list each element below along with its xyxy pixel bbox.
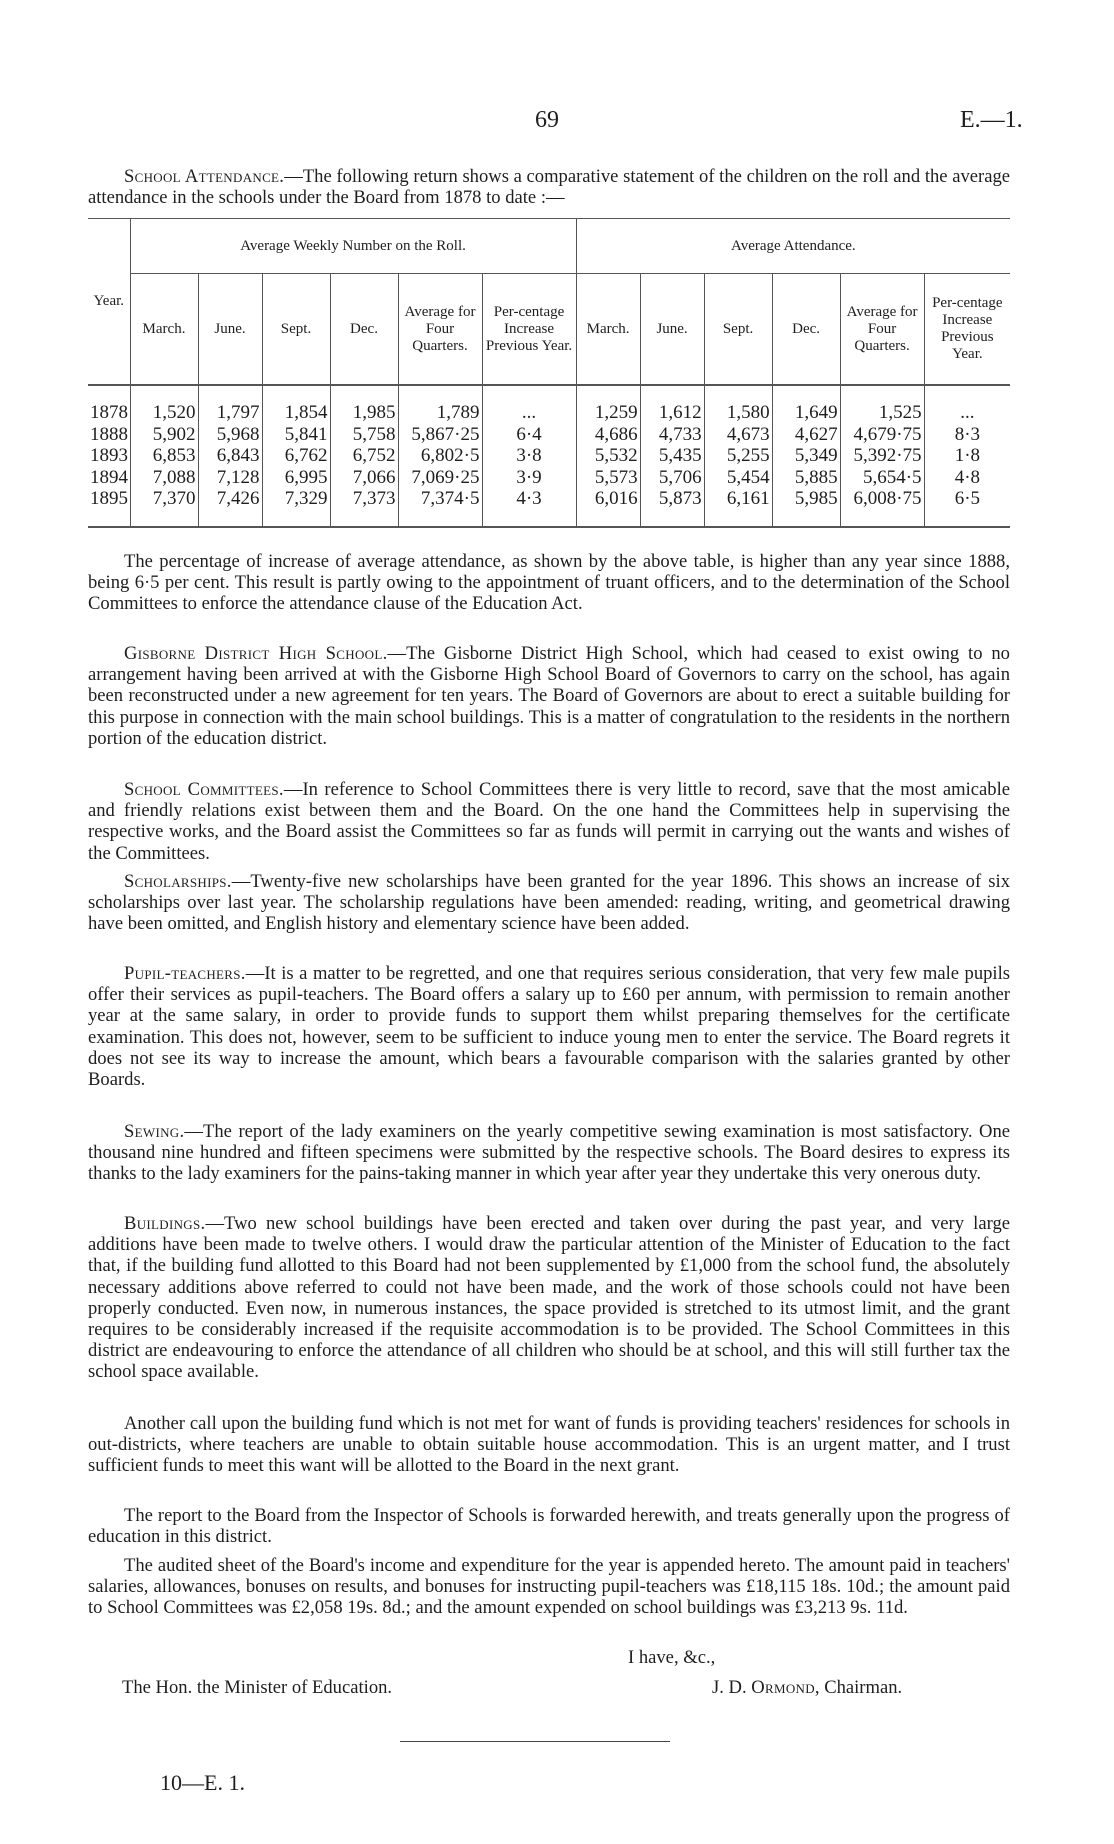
cell: 6,016 xyxy=(576,488,640,527)
table-row xyxy=(88,385,1010,424)
att-col-percentage: Per-centage Increase Previous Year. xyxy=(924,274,1010,386)
year-header: Year. xyxy=(88,219,130,386)
cell: 5,902 xyxy=(130,424,198,446)
cell: 4·8 xyxy=(924,467,1010,489)
cell: 5,841 xyxy=(262,424,330,446)
school-attendance-paragraph xyxy=(88,166,1010,208)
cell: 5,867·25 xyxy=(398,424,482,446)
scholarships-paragraph xyxy=(88,871,1010,935)
signature-initials: J. D. xyxy=(712,1677,747,1698)
cell: 1,789 xyxy=(398,385,482,424)
cell: 4,679·75 xyxy=(840,424,924,446)
cell: 4,733 xyxy=(640,424,704,446)
cell: 5,706 xyxy=(640,467,704,489)
cell: 5,885 xyxy=(772,467,840,489)
cell: 7,128 xyxy=(198,467,262,489)
cell: 7,373 xyxy=(330,488,398,527)
cell: 6·5 xyxy=(924,488,1010,527)
table-row xyxy=(88,445,1010,467)
signature xyxy=(712,1677,1012,1698)
cell-year: 1893 xyxy=(90,445,128,466)
cell: 3·8 xyxy=(482,445,576,467)
attendance-group-header: Average Attendance. xyxy=(576,219,1010,274)
another-call-paragraph: Another call upon the building fund which is not met for want of funds is providing teachers' residences for schools in out-districts, where teachers are unable to obtain suitable house accommodation. This is an urgent matter, and I trust sufficient funds to meet this want will be allotted to the Board in the next grant. xyxy=(88,1413,1010,1477)
table-row xyxy=(88,467,1010,489)
cell-year: 1878 xyxy=(90,402,128,423)
cell: 1·8 xyxy=(924,445,1010,467)
cell: 5,573 xyxy=(576,467,640,489)
cell: 7,088 xyxy=(130,467,198,489)
scholarships-heading: Scholarships. xyxy=(124,871,232,892)
cell: 8·3 xyxy=(924,424,1010,446)
sewing-paragraph xyxy=(88,1121,1010,1185)
att-col-march: March. xyxy=(576,274,640,386)
school-attendance-heading: School Attendance. xyxy=(124,166,285,187)
addressee: The Hon. the Minister of Education. xyxy=(122,1677,393,1698)
cell-year: 1895 xyxy=(90,488,128,509)
cell: 5,532 xyxy=(576,445,640,467)
cell: 1,854 xyxy=(262,385,330,424)
cell: 7,066 xyxy=(330,467,398,489)
cell: 6,802·5 xyxy=(398,445,482,467)
cell: 1,259 xyxy=(576,385,640,424)
closing-salutation: I have, &c., xyxy=(628,1647,716,1668)
att-col-dec: Dec. xyxy=(772,274,840,386)
gisborne-paragraph xyxy=(88,643,1010,749)
cell: 6,752 xyxy=(330,445,398,467)
cell: 6,843 xyxy=(198,445,262,467)
cell: 5,758 xyxy=(330,424,398,446)
table-row xyxy=(88,424,1010,446)
buildings-text: —Two new school buildings have been erected and taken over during the past year, and very large additions have been made to twelve others. I would draw the particular attention of the Minister of Education to the fact that, if the building fund allotted to this Board had not been supplemented by £1,000 from the school fund, the absolutely necessary additions above referred to could not have been made, and the work of those schools could not have been properly conducted. Even now, in numerous instances, the space provided is stretched to its utmost limit, and the grant requires to be considerably increased if the requisite accommodation is to be provided. The School Committees in this district are endeavouring to enforce the attendance of all children who should be at school, and this will still further tax the school space available. xyxy=(88,1213,1010,1383)
cell: 5,968 xyxy=(198,424,262,446)
attendance-table xyxy=(88,218,1010,528)
signature-title: , Chairman. xyxy=(814,1677,903,1698)
cell: 7,069·25 xyxy=(398,467,482,489)
increase-paragraph: The percentage of increase of average attendance, as shown by the above table, is higher than any year since 1888, being 6·5 per cent. This result is partly owing to the appointment of truant officers, and to the determination of the School Committees to enforce the attendance clause of the Education Act. xyxy=(88,551,1010,615)
cell: 1,985 xyxy=(330,385,398,424)
signature-name: Ormond xyxy=(751,1677,815,1698)
inspector-report-paragraph: The report to the Board from the Inspector of Schools is forwarded herewith, and treats generally upon the progress of education in this district. xyxy=(88,1505,1010,1548)
roll-col-sept: Sept. xyxy=(262,274,330,386)
footer-divider xyxy=(400,1741,670,1742)
cell: 1,525 xyxy=(840,385,924,424)
roll-col-march: March. xyxy=(130,274,198,386)
cell: 5,392·75 xyxy=(840,445,924,467)
sewing-text: —The report of the lady examiners on the yearly competitive sewing examination is most satisfactory. One thousand nine hundred and fifteen specimens were submitted by the respective schools. The Board desires to express its thanks to the lady examiners for the pains-taking manner in which year after year they undertake this very onerous duty. xyxy=(88,1121,1010,1185)
cell: 1,797 xyxy=(198,385,262,424)
footer-signature-mark: 10—E. 1. xyxy=(160,1770,245,1795)
cell: 5,454 xyxy=(704,467,772,489)
cell: ... xyxy=(924,385,1010,424)
roll-col-percentage: Per-centage Increase Previous Year. xyxy=(482,274,576,386)
cell: 5,654·5 xyxy=(840,467,924,489)
pupil-teachers-text: —It is a matter to be regretted, and one that requires serious consideration, that very few male pupils offer their services as pupil-teachers. The Board offers a salary up to £60 per annum, with permission to remain another year at the same salary, in order to provide funds to support them whilst preparing themselves for the certificate examination. This does not, however, seem to be sufficient to induce young men to enter the service. The Board regrets it does not see its way to increase the amount, which bears a favourable comparison with the salaries granted by other Boards. xyxy=(88,963,1010,1091)
cell: 7,426 xyxy=(198,488,262,527)
series-label: E.—1. xyxy=(960,107,1023,133)
cell: 6,161 xyxy=(704,488,772,527)
cell: 1,649 xyxy=(772,385,840,424)
buildings-paragraph xyxy=(88,1213,1010,1383)
cell: 1,520 xyxy=(130,385,198,424)
cell: 5,985 xyxy=(772,488,840,527)
page-number: 69 xyxy=(535,107,559,133)
cell-year: 1888 xyxy=(90,423,128,445)
sewing-heading: Sewing. xyxy=(124,1121,185,1142)
cell: 6,995 xyxy=(262,467,330,489)
cell-year: 1894 xyxy=(90,466,128,488)
cell: 7,329 xyxy=(262,488,330,527)
gisborne-heading: Gisborne District High School. xyxy=(124,643,388,664)
cell: 1,612 xyxy=(640,385,704,424)
cell: 4,627 xyxy=(772,424,840,446)
cell: 6,762 xyxy=(262,445,330,467)
cell: 7,370 xyxy=(130,488,198,527)
buildings-heading: Buildings. xyxy=(124,1213,206,1234)
cell: 6,008·75 xyxy=(840,488,924,527)
gisborne-text: —The Gisborne District High School, which had ceased to exist owing to no arrangement having been arrived at with the Gisborne High School Board of Governors to carry on the school, has again been reconstructed under a new agreement for ten years. The Board of Governors are about to erect a suitable building for this purpose in connection with the main school buildings. This is a matter of congratulation to the residents in the northern portion of the education district. xyxy=(88,643,1010,749)
cell: 7,374·5 xyxy=(398,488,482,527)
scholarships-text: —Twenty-five new scholarships have been granted for the year 1896. This shows an increase of six scholarships over last year. The scholarship regulations have been amended: reading, writing, and geometrical drawing have been omitted, and English history and elementary science have been added. xyxy=(88,871,1010,935)
cell: 6,853 xyxy=(130,445,198,467)
committees-paragraph xyxy=(88,779,1010,864)
school-attendance-text: —The following return shows a comparative statement of the children on the roll and the average attendance in the schools under the Board from 1878 to date :— xyxy=(88,166,1010,209)
cell: 1,580 xyxy=(704,385,772,424)
att-col-june: June. xyxy=(640,274,704,386)
cell: 5,255 xyxy=(704,445,772,467)
cell: 5,349 xyxy=(772,445,840,467)
att-col-average: Average for Four Quarters. xyxy=(840,274,924,386)
roll-group-header: Average Weekly Number on the Roll. xyxy=(130,219,576,274)
cell: 4·3 xyxy=(482,488,576,527)
cell: ... xyxy=(482,385,576,424)
pupil-teachers-paragraph xyxy=(88,963,1010,1090)
pupil-teachers-heading: Pupil-teachers. xyxy=(124,963,246,984)
cell: 4,673 xyxy=(704,424,772,446)
cell: 5,873 xyxy=(640,488,704,527)
att-col-sept: Sept. xyxy=(704,274,772,386)
cell: 5,435 xyxy=(640,445,704,467)
committees-text: —In reference to School Committees there is very little to record, save that the most amicable and friendly relations exist between them and the Board. On the one hand the Committees help in supervising the respective works, and the Board assist the Committees so far as funds will permit in carrying out the wants and wishes of the Committees. xyxy=(88,779,1010,864)
cell: 4,686 xyxy=(576,424,640,446)
cell: 3·9 xyxy=(482,467,576,489)
cell: 6·4 xyxy=(482,424,576,446)
roll-col-dec: Dec. xyxy=(330,274,398,386)
audited-sheet-paragraph: The audited sheet of the Board's income and expenditure for the year is appended hereto. The amount paid in teachers' salaries, allowances, bonuses on results, and bonuses for instructing pupil-teachers was £18,115 18s. 10d.; the amount paid to School Committees was £2,058 19s. 8d.; and the amount expended on school buildings was £3,213 9s. 11d. xyxy=(88,1555,1010,1619)
roll-col-june: June. xyxy=(198,274,262,386)
table-row xyxy=(88,488,1010,527)
roll-col-average: Average for Four Quarters. xyxy=(398,274,482,386)
committees-heading: School Committees. xyxy=(124,779,284,800)
